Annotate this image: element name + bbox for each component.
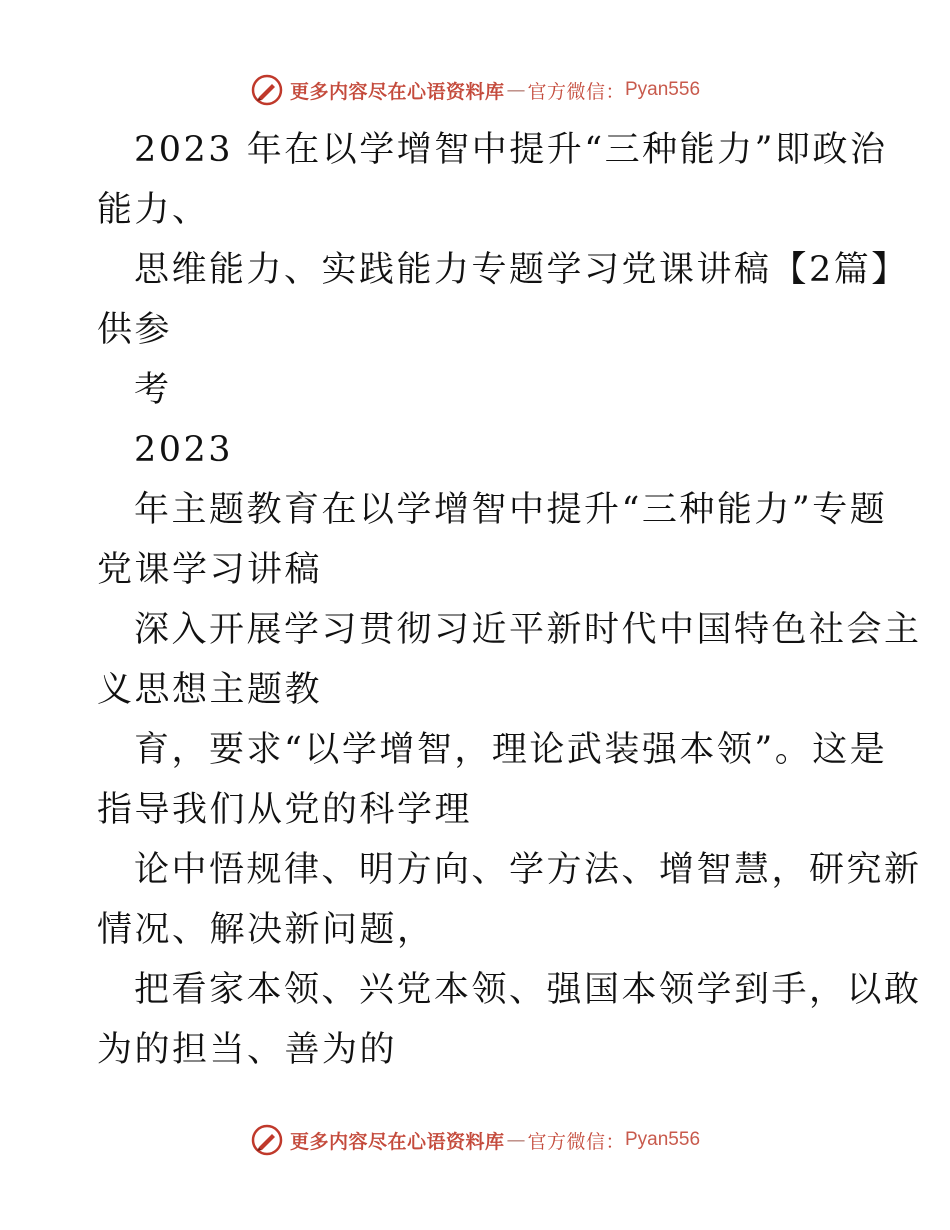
text-line: 2023 年在以学增智中提升“三种能力”即政治 — [134, 130, 888, 170]
text-line: 情况、解决新问题， — [97, 910, 435, 950]
text-line: 为的担当、善为的 — [97, 1030, 398, 1070]
text-line: 2023 — [134, 430, 234, 470]
document-body — [97, 120, 922, 1080]
text-line: 党课学习讲稿 — [97, 550, 323, 590]
watermark-dash: — — [506, 79, 526, 101]
text-line: 深入开展学习贯彻习近平新时代中国特色社会主 — [134, 610, 922, 650]
footer-watermark — [0, 1120, 950, 1160]
watermark-dash: — — [506, 1129, 526, 1151]
pen-logo-icon — [250, 73, 284, 107]
watermark-brand: 更多内容尽在心语资料库 — [289, 1130, 505, 1153]
watermark-brand: 更多内容尽在心语资料库 — [289, 80, 505, 103]
text-line: 思维能力、实践能力专题学习党课讲稿【2篇】 — [134, 250, 909, 290]
text-line: 论中悟规律、明方向、学方法、增智慧，研究新 — [134, 850, 922, 890]
text-line: 把看家本领、兴党本领、强国本领学到手，以敢 — [134, 970, 922, 1010]
text-line: 考 — [134, 370, 172, 410]
text-line: 能力、 — [97, 190, 210, 230]
text-line: 育，要求“以学增智，理论武装强本领”。这是 — [134, 730, 888, 770]
header-watermark — [0, 70, 950, 110]
watermark-contact-label: 官方微信： — [527, 1130, 625, 1153]
watermark-contact-id: Pyan556 — [625, 79, 701, 100]
text-line: 指导我们从党的科学理 — [97, 790, 473, 830]
text-line: 年主题教育在以学增智中提升“三种能力”专题 — [134, 490, 888, 530]
text-line: 义思想主题教 — [97, 670, 323, 710]
text-line: 供参 — [97, 310, 173, 350]
pen-logo-icon — [250, 1123, 284, 1157]
watermark-contact-label: 官方微信： — [527, 80, 625, 103]
watermark-contact-id: Pyan556 — [625, 1129, 701, 1150]
